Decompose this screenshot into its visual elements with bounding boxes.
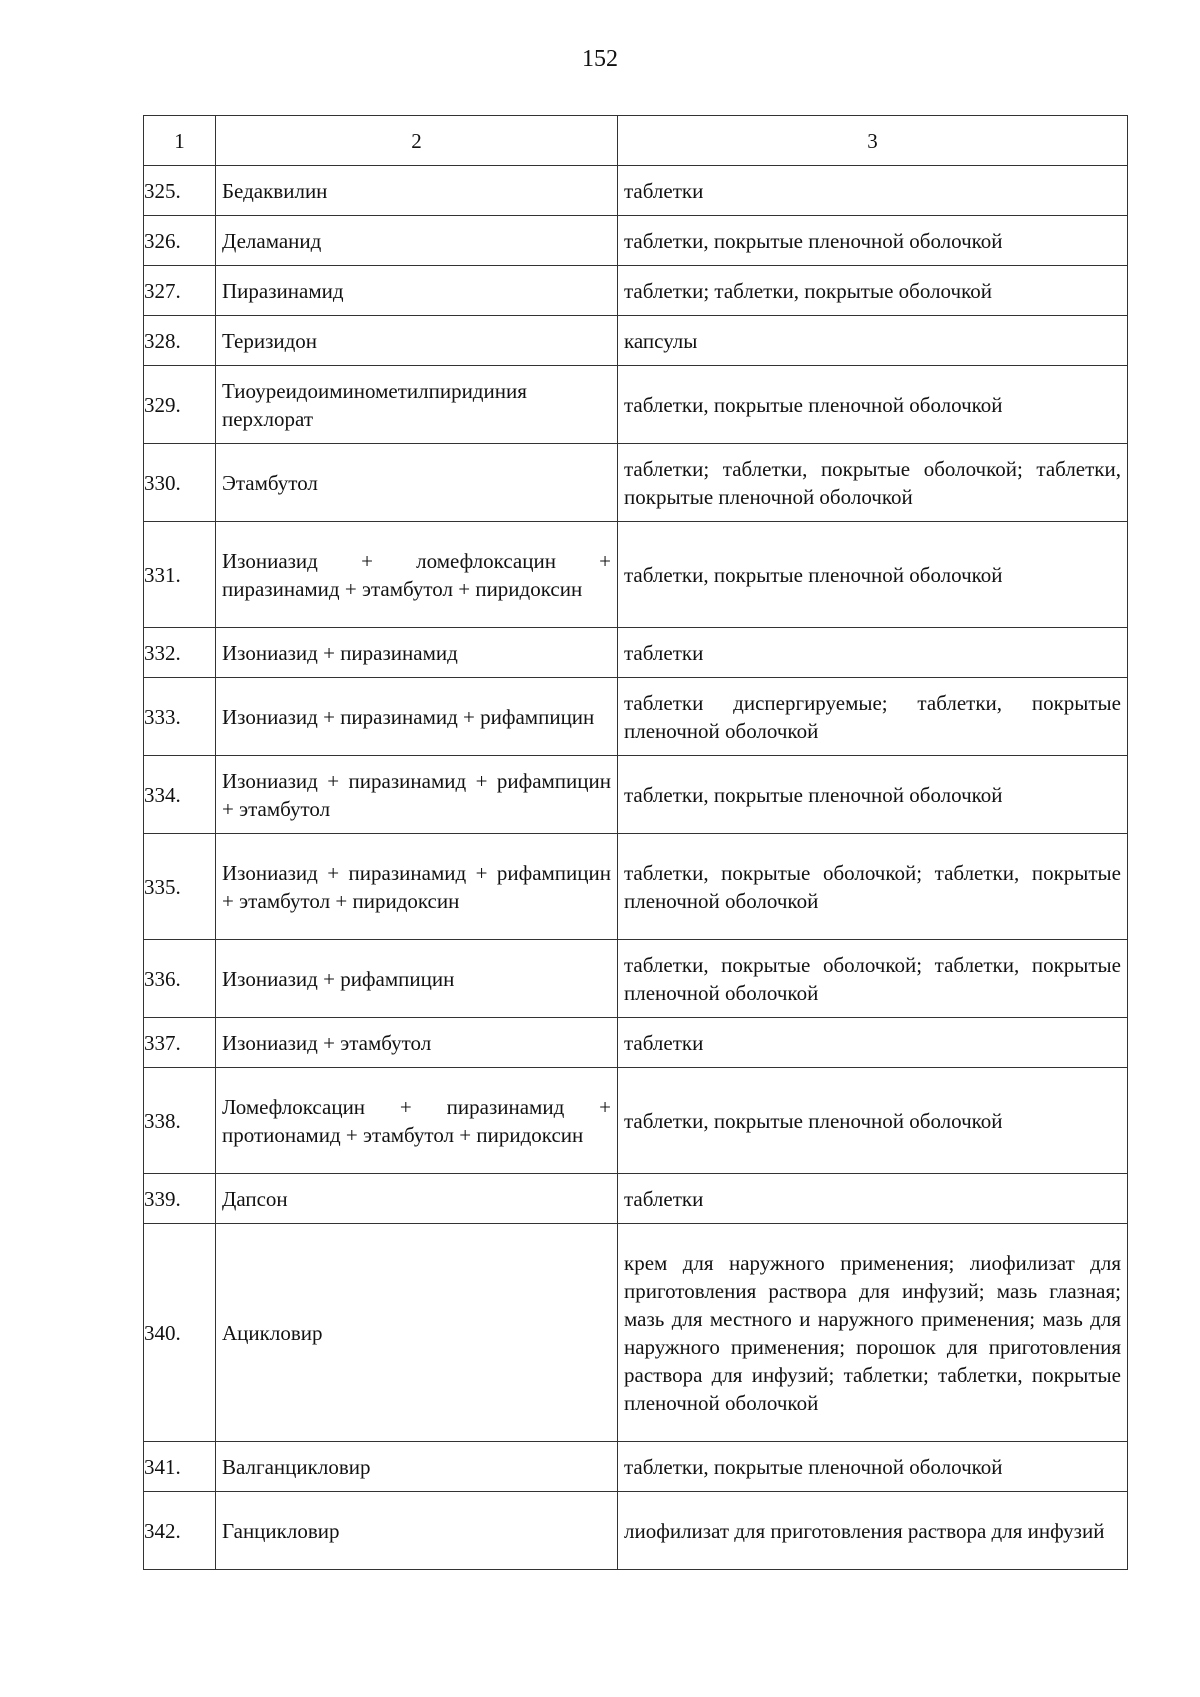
- drug-name: Изониазид + пиразинамид + рифампицин + этамбутол + пиридоксин: [216, 834, 618, 940]
- page-number: 152: [582, 46, 618, 72]
- table-row: [144, 940, 1128, 1018]
- drug-name: Изониазид + этамбутол: [216, 1018, 618, 1068]
- dosage-form: крем для наружного применения; лиофилизат для приготовления раствора для инфузий; мазь глазная; мазь для местного и наружного применения; мазь для наружного применения; порошок для приготовления раствора для инфузий; таблетки; таблетки, покрытые пленочной оболочкой: [618, 1224, 1128, 1442]
- dosage-form: таблетки, покрытые пленочной оболочкой: [618, 366, 1128, 444]
- dosage-form: таблетки, покрытые оболочкой; таблетки, покрытые пленочной оболочкой: [618, 940, 1128, 1018]
- row-number: 338.: [144, 1068, 216, 1174]
- dosage-form: таблетки: [618, 628, 1128, 678]
- dosage-form: таблетки, покрытые пленочной оболочкой: [618, 1068, 1128, 1174]
- dosage-form: таблетки, покрытые пленочной оболочкой: [618, 756, 1128, 834]
- row-number: 332.: [144, 628, 216, 678]
- drug-name: Изониазид + пиразинамид: [216, 628, 618, 678]
- drug-table: [143, 115, 1128, 1570]
- table-row: [144, 628, 1128, 678]
- dosage-form: лиофилизат для приготовления раствора для инфузий: [618, 1492, 1128, 1570]
- drug-name: Дапсон: [216, 1174, 618, 1224]
- row-number: 329.: [144, 366, 216, 444]
- drug-name: Бедаквилин: [216, 166, 618, 216]
- dosage-form: таблетки диспергируемые; таблетки, покрытые пленочной оболочкой: [618, 678, 1128, 756]
- header-col-1: 1: [144, 116, 216, 166]
- row-number: 340.: [144, 1224, 216, 1442]
- dosage-form: таблетки, покрытые пленочной оболочкой: [618, 1442, 1128, 1492]
- dosage-form: таблетки, покрытые пленочной оболочкой: [618, 216, 1128, 266]
- row-number: 325.: [144, 166, 216, 216]
- drug-name: Теризидон: [216, 316, 618, 366]
- drug-name: Этамбутол: [216, 444, 618, 522]
- dosage-form: таблетки: [618, 1174, 1128, 1224]
- drug-name: Деламанид: [216, 216, 618, 266]
- table-header-row: [144, 116, 1128, 166]
- table-row: [144, 678, 1128, 756]
- row-number: 334.: [144, 756, 216, 834]
- table-row: [144, 1068, 1128, 1174]
- dosage-form: таблетки; таблетки, покрытые оболочкой: [618, 266, 1128, 316]
- drug-name: Пиразинамид: [216, 266, 618, 316]
- row-number: 339.: [144, 1174, 216, 1224]
- row-number: 342.: [144, 1492, 216, 1570]
- row-number: 331.: [144, 522, 216, 628]
- table-row: [144, 522, 1128, 628]
- table-row: [144, 1492, 1128, 1570]
- drug-name: Ломефлоксацин + пиразинамид + протионамид + этамбутол + пиридоксин: [216, 1068, 618, 1174]
- row-number: 341.: [144, 1442, 216, 1492]
- dosage-form: таблетки; таблетки, покрытые оболочкой; таблетки, покрытые пленочной оболочкой: [618, 444, 1128, 522]
- row-number: 327.: [144, 266, 216, 316]
- drug-name: Тиоуреидоиминометилпиридиния перхлорат: [216, 366, 618, 444]
- header-col-2: 2: [216, 116, 618, 166]
- table-row: [144, 1224, 1128, 1442]
- table-row: [144, 834, 1128, 940]
- dosage-form: таблетки, покрытые пленочной оболочкой: [618, 522, 1128, 628]
- drug-name: Изониазид + пиразинамид + рифампицин: [216, 678, 618, 756]
- table-row: [144, 756, 1128, 834]
- table-row: [144, 1018, 1128, 1068]
- dosage-form: таблетки: [618, 166, 1128, 216]
- table-row: [144, 216, 1128, 266]
- dosage-form: таблетки: [618, 1018, 1128, 1068]
- dosage-form: капсулы: [618, 316, 1128, 366]
- table-row: [144, 1174, 1128, 1224]
- row-number: 328.: [144, 316, 216, 366]
- drug-name: Изониазид + пиразинамид + рифампицин + этамбутол: [216, 756, 618, 834]
- table-row: [144, 266, 1128, 316]
- row-number: 330.: [144, 444, 216, 522]
- drug-name: Изониазид + рифампицин: [216, 940, 618, 1018]
- row-number: 336.: [144, 940, 216, 1018]
- row-number: 326.: [144, 216, 216, 266]
- row-number: 333.: [144, 678, 216, 756]
- drug-name: Валганцикловир: [216, 1442, 618, 1492]
- drug-name: Ацикловир: [216, 1224, 618, 1442]
- table-row: [144, 444, 1128, 522]
- table-row: [144, 1442, 1128, 1492]
- row-number: 335.: [144, 834, 216, 940]
- row-number: 337.: [144, 1018, 216, 1068]
- table-row: [144, 166, 1128, 216]
- drug-name: Ганцикловир: [216, 1492, 618, 1570]
- table-row: [144, 316, 1128, 366]
- header-col-3: 3: [618, 116, 1128, 166]
- table-row: [144, 366, 1128, 444]
- drug-name: Изониазид + ломефлоксацин + пиразинамид + этамбутол + пиридоксин: [216, 522, 618, 628]
- dosage-form: таблетки, покрытые оболочкой; таблетки, покрытые пленочной оболочкой: [618, 834, 1128, 940]
